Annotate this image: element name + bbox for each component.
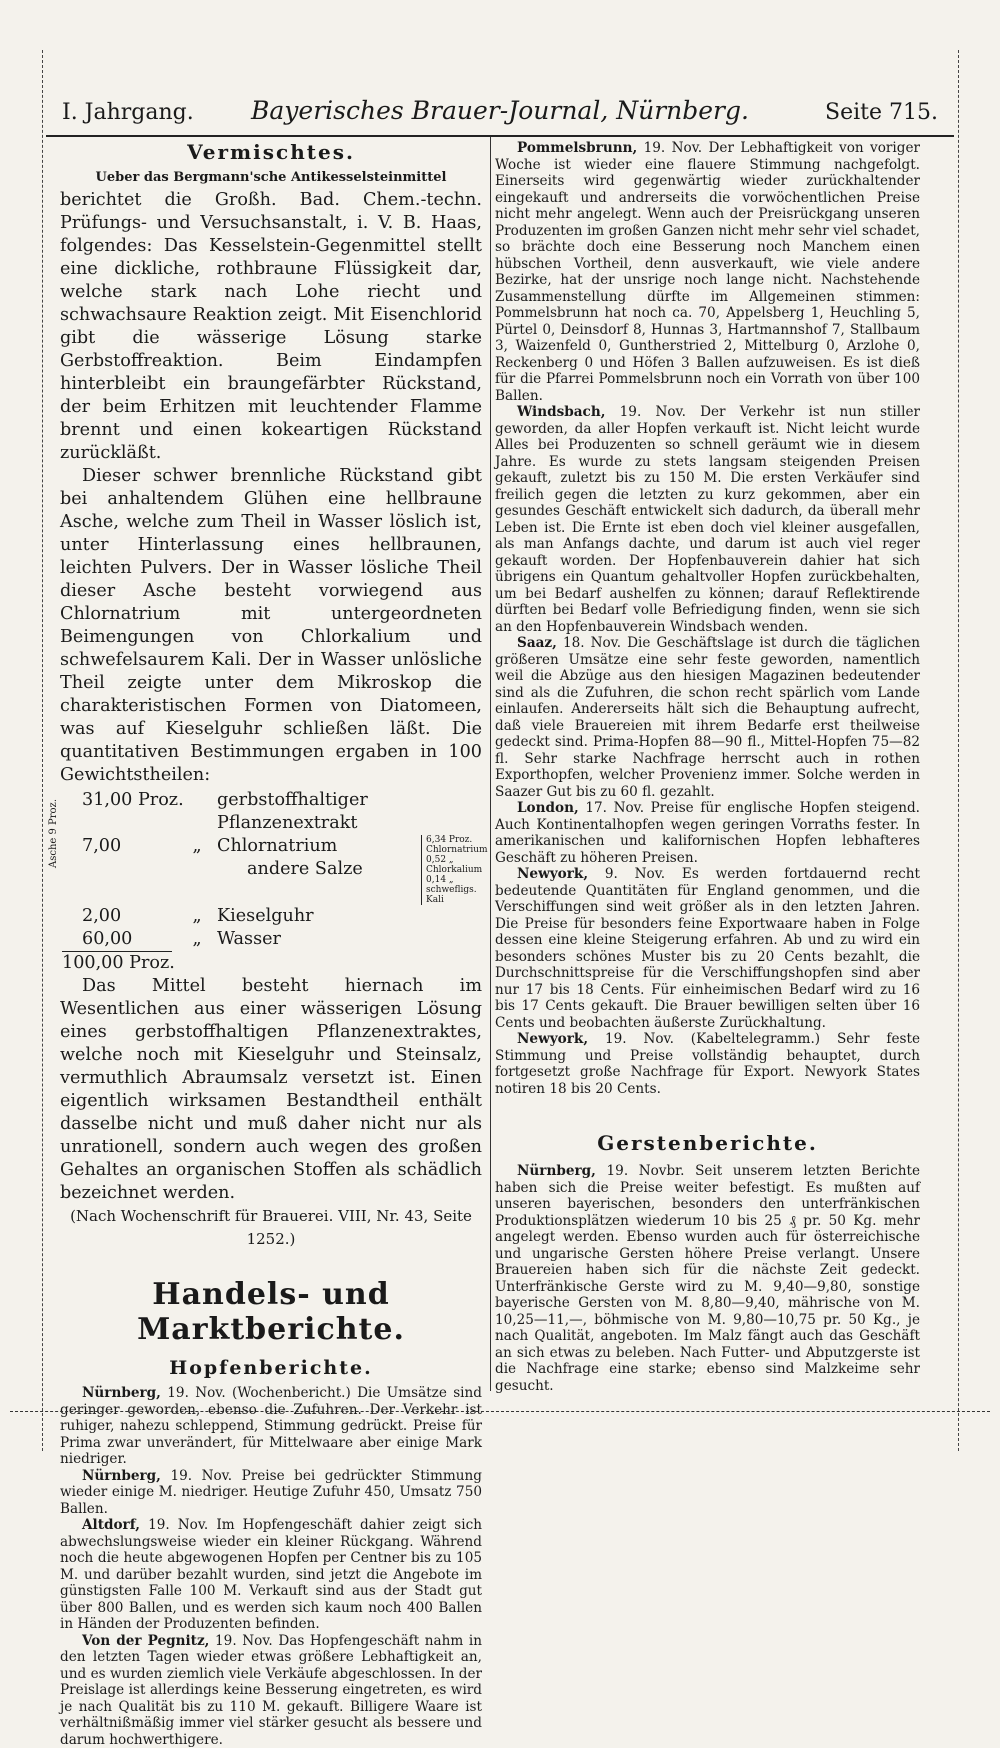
section-title-vermischtes: Vermischtes. [60,140,482,164]
report: Pommelsbrunn, 19. Nov. Der Lebhaftigkeit von voriger Woche ist wieder eine flauere Stimmung nachgefolgt. Einerseits wird gegenwärtig wieder zurückhaltender eingekauft und andrerseits die vorwöchentlichen Preise nicht mehr angelegt. Wenn auch der Preisrückgang unseren Produzenten im großen Ganzen nicht mehr sehr viel schadet, so brächte doch eine Besserung noch Manchem einen hübschen Vortheil, denn ausverkauft, wie viele andere Bezirke, hat der unsrige noch lange nicht. Nachstehende Zusammenstellung dürfte im Allgemeinen stimmen: Pommelsbrunn hat noch ca. 70, Appelsberg 1, Heuchling 5, Pürtel 0, Deinsdorf 8, Hunnas 3, Hartmannshof 7, Stallbaum 3, Waizenfeld 0, Guntherstried 2, Mittelburg 0, Arzlohe 0, Reckenberg 0 und Höfen 3 Ballen aufzuweisen. Es ist dieß für die Pfarrei Pommelsbrunn noch ein Vorrath von über 100 Ballen. [495,140,920,404]
paragraph: Dieser schwer brennliche Rückstand gibt bei anhaltendem Glühen eine hellbraune Asche, welche zum Theil in Wasser löslich ist, unter Hinterlassung eines hellbraunen, leichten Pulvers. Der in Wasser lösliche Theil dieser Asche besteht vorwiegend aus Chlornatrium mit untergeordneten Beimengungen von Chlorkalium und schwefelsaurem Kali. Der in Wasser unlösliche Theil zeigte unter dem Mikroskop die charakteristischen Formen von Diatomeen, was auf Kieselguhr schließen läßt. Die quantitativen Bestimmungen ergaben in 100 Gewichtstheilen: [60,465,482,787]
column-divider [490,137,491,1391]
report: Newyork, 19. Nov. (Kabeltelegramm.) Sehr feste Stimmung und Preise vollständig behauptet, durch fortgesetzt große Nachfrage für Export. Newyork States notiren 18 bis 20 Cents. [495,1031,920,1097]
comp-value: 31,00 Proz. [60,789,217,835]
ash-vertical-label: Asche 9 Proz. [48,799,59,868]
paragraph: Das Mittel besteht hiernach im Wesentlichen aus einer wässerigen Lösung eines gerbstoffhaltigen Pflanzenextraktes, welche noch mit Kieselguhr und Steinsalz, vermuthlich Abraumsalz versetzt ist. Einen eigentlich wirksamen Bestandtheil enthält dasselbe nicht und muß daher nicht nur als unrationell, sondern auch wegen des großen Gehaltes an organischen Stoffen als schädlich bezeichnet werden. [60,975,482,1205]
composition-row [60,928,482,951]
comp-quote: „ [177,835,217,858]
header-rule [46,135,954,137]
bottom-rule-dashed [10,1411,990,1412]
salt-item: 6,34 Proz. Chlornatrium [426,835,488,855]
report: Saaz, 18. Nov. Die Geschäftslage ist durch die täglichen größeren Umsätze eine sehr feste geworden, namentlich weil die Abzüge aus den hiesigen Magazinen bedeutender sind als die Zufuhren, die schon recht spärlich vom Lande einlaufen. Andererseits hält sich die Behauptung aufrecht, daß viele Brauereien mit ihrem Bedarfe erst theilweise gedeckt sind. Prima-Hopfen 88—90 fl., Mittel-Hopfen 75—82 fl. Sehr starke Nachfrage herrscht auch in rothen Exporthopfen, welcher Provenienz immer. Solche werden in Saazer Gut bis zu 60 fl. gezahlt. [495,635,920,800]
comp-quote: „ [177,928,217,951]
page-header [62,92,938,132]
comp-quote: „ [177,905,217,928]
comp-name: Chlornatrium [217,835,387,858]
salt-breakdown [421,835,488,905]
paragraph: berichtet die Großh. Bad. Chem.-techn. Prüfungs- und Versuchsanstalt, i. V. B. Haas, folgendes: Das Kesselstein-Gegenmittel stellt eine dickliche, rothbraune Flüssigkeit dar, welche stark nach Lohe riecht und schwachsaure Reaktion zeigt. Mit Eisenchlorid gibt die wässerige Lösung starke Gerbstoffreaktion. Beim Eindampfen hinterbleibt ein braungefärbter Rückstand, der beim Erhitzen mit leuchtender Flamme brennt und einen kokeartigen Rückstand zurückläßt. [60,189,482,465]
right-border-dashed [958,50,959,1451]
salt-item: 0,14 „ schwefligs. Kali [426,875,488,905]
comp-name: Kieselguhr [217,905,387,928]
composition-total [60,952,482,975]
left-border-dashed [42,50,43,1451]
report: Nürnberg, 19. Novbr. Seit unserem letzten Berichte haben sich die Preise weiter befestigt. Es mußten auf unseren bayerischen, besonders den unterfränkischen Produktionsplätzen wiederum 10 bis 25 ₰ pr. 50 Kg. mehr angelegt werden. Ebenso wurden auch für österreichische und ungarische Gersten höhere Preise verlangt. Unsere Brauereien haben sich für die nächste Zeit gedeckt. Unterfränkische Gerste wird zu M. 9,40—9,80, sonstige bayerische Gersten von M. 8,80—9,40, mährische von M. 10,25—11,—, böhmische von M. 9,80—10,75 pr. 50 Kg., je nach Qualität, angeboten. Im Malz fängt auch das Geschäft an sich etwas zu beleben. Nach Futter- und Abputzgerste ist die Nachfrage eine starke; ebenso sind Malzkeime sehr gesucht. [495,1163,920,1394]
volume-label: I. Jahrgang. [62,100,194,125]
comp-name: Wasser [217,928,387,951]
comp-name: andere Salze [217,858,417,881]
report: Windsbach, 19. Nov. Der Verkehr ist nun stiller geworden, da aller Hopfen verkauft ist. Nicht leicht wurde Alles bei Produzenten so schnell geräumt wie in diesem Jahre. Es wurde zu stets langsam steigenden Preisen gekauft, zuletzt bis zu 150 M. Die ersten Verkäufer sind freilich gegen die letzten zu kurz gekommen, aber ein gesundes Geschäft entwickelt sich dadurch, da überall mehr Leben ist. Die Ernte ist eben doch viel kleiner ausgefallen, als man Anfangs dachte, und darum ist auch viel reger gekauft worden. Der Hopfenbauverein dahier hat sich übrigens ein Quantum gehaltvoller Hopfen zurückbehalten, um bei Bedarf aushelfen zu können; darauf Reflektirende dürften bei Bedarf volle Befriedigung finden, wenn sie sich an den Hopfenbauverein Windsbach wenden. [495,404,920,635]
comp-value: 60,00 [60,928,177,951]
left-column [60,140,482,1748]
right-column [495,140,920,1394]
report: Nürnberg, 19. Nov. Preise bei gedrückter Stimmung wieder einige M. niedriger. Heutige Zufuhr 450, Umsatz 750 Ballen. [60,1468,482,1518]
salt-item: 0,52 „ Chlorkalium [426,855,488,875]
report: Altdorf, 19. Nov. Im Hopfengeschäft dahier zeigt sich abwechslungsweise wieder ein kleiner Rückgang. Während noch die heute abgewogenen Hopfen per Centner bis zu 105 M. und darüber bezahlt wurden, sind jetzt die Angebote im günstigsten Falle 100 M. Verkauft sind aus der Stadt gut über 800 Ballen, und es werden sich kaum noch 400 Ballen in Händen der Produzenten befinden. [60,1517,482,1633]
report: London, 17. Nov. Preise für englische Hopfen steigend. Auch Kontinentalhopfen wegen geringen Vorraths fester. In amerikanischen und kalifornischen Hopfen lebhafteres Geschäft zu höheren Preisen. [495,800,920,866]
barley-heading: Gerstenberichte. [495,1131,920,1155]
page-number: Seite 715. [825,100,938,125]
source-note: (Nach Wochenschrift für Brauerei. VIII, Nr. 43, Seite 1252.) [60,1205,482,1251]
salt-group [60,835,482,905]
comp-total: 100,00 Proz. [60,952,175,975]
composition-row [60,789,482,835]
report: Von der Pegnitz, 19. Nov. Das Hopfengeschäft nahm in den letzten Tagen wieder etwas größere Lebhaftigkeit an, und es wurden ziemlich viele Verkäufe abgeschlossen. In der Preislage ist allerdings keine Besserung eingetreten, es wird je nach Qualität bis zu 110 M. gekauft. Billigere Waare ist verhältnißmäßig immer viel stärker gesucht als bessere und darum hochwerthigere. [60,1633,482,1748]
comp-value: 7,00 [60,835,177,858]
report: Nürnberg, 19. Nov. (Wochenbericht.) Die Umsätze sind geringer geworden, ebenso die Zufuhren. Der Verkehr ist ruhiger, nahezu schleppend, Stimmung gedrückt. Preise für Prima zwar unverändert, für Mittelwaare aber einige Mark niedriger. [60,1385,482,1468]
composition-table [60,789,482,975]
comp-name: gerbstoffhaltiger Pflanzenextrakt [217,789,477,835]
composition-row [60,858,417,881]
main-heading: Handels- und Marktberichte. [60,1277,482,1347]
report: Newyork, 9. Nov. Es werden fortdauernd recht bedeutende Quantitäten für England genommen, und die Verschiffungen sind weit größer als in den letzten Jahren. Die Preise für besonders feine Exportwaare haben in Folge dessen eine kleine Steigerung erfahren. Ab und zu wird ein besonders schönes Muster bis zu 20 Cents bezahlt, die Durchschnittspreise für die Verschiffungshopfen sind aber nur 17 bis 18 Cents. Für einheimischen Bedarf wird zu 16 bis 17 Cents gekauft. Die Brauer bewilligen selten über 16 Cents und beobachten äußerste Zurückhaltung. [495,866,920,1031]
journal-title: Bayerisches Brauer-Journal, Nürnberg. [62,96,938,125]
article-subtitle: Ueber das Bergmann'sche Antikesselsteinmittel [60,170,482,185]
composition-row [60,835,417,858]
hops-heading: Hopfenberichte. [60,1357,482,1379]
composition-row [60,905,482,928]
comp-value: 2,00 [60,905,177,928]
